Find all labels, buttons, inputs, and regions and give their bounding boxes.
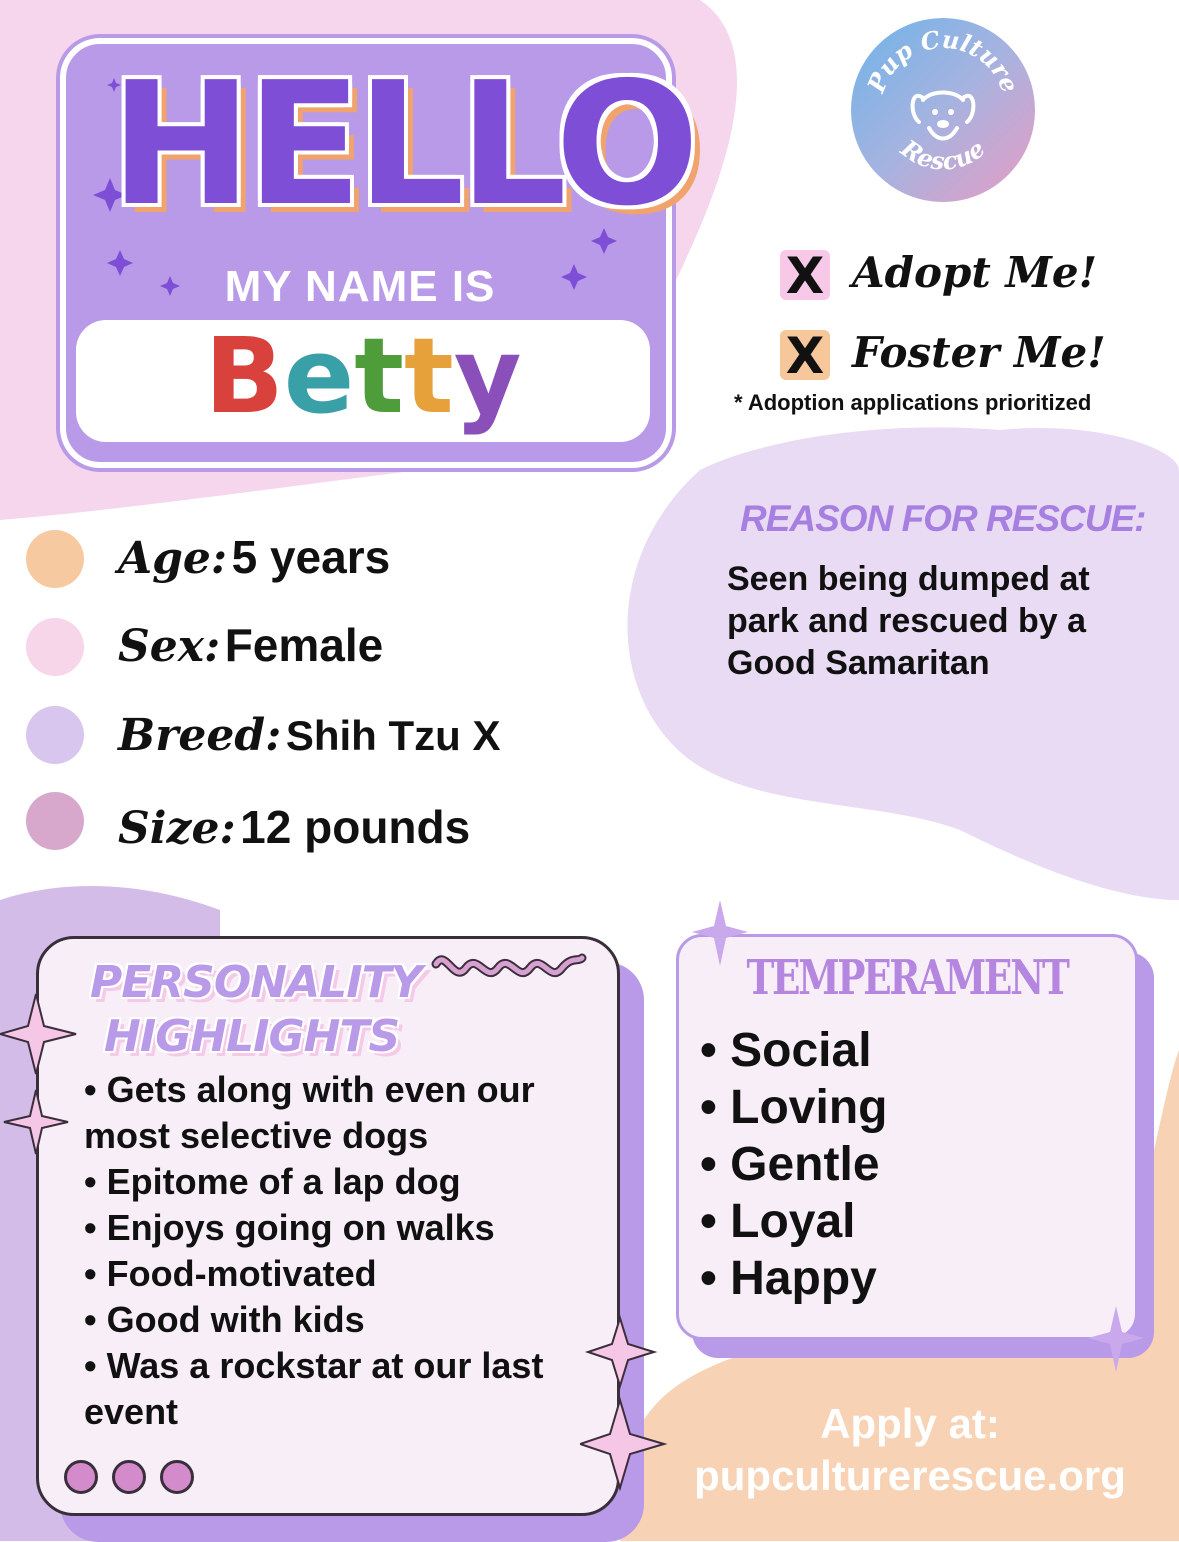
apply-url-link[interactable]: pupculturerescue.org — [694, 1452, 1126, 1499]
fact-breed-label: Breed: — [118, 710, 282, 761]
list-item: • Happy — [700, 1252, 877, 1305]
fact-age-label: Age: — [118, 533, 228, 584]
list-item: • Loyal — [700, 1195, 856, 1248]
logo-text-bottom: Rescue — [895, 133, 991, 176]
temperament-list — [700, 1022, 887, 1307]
my-name-is-label: MY NAME IS — [224, 262, 496, 311]
foster-me-label: Foster Me! — [852, 328, 1106, 377]
logo-text-top: Pup Culture — [861, 24, 1025, 97]
adopt-checkbox[interactable]: X — [780, 250, 830, 300]
decor-circle-1 — [64, 1460, 98, 1494]
sparkle-icon — [1086, 1304, 1146, 1374]
list-item: • Enjoys going on walks — [84, 1207, 495, 1248]
temperament-title: TEMPERAMENT — [746, 950, 1068, 1006]
adopt-me-label: Adopt Me! — [852, 248, 1098, 297]
personality-title — [90, 956, 421, 1064]
reason-heading: REASON FOR RESCUE: — [740, 498, 1146, 539]
sparkle-icon — [0, 990, 80, 1170]
list-item: • Gets along with even our most selective dogs — [84, 1069, 535, 1156]
list-item: • Loving — [700, 1081, 888, 1134]
hello-heading: HELLO — [110, 46, 694, 244]
adoption-priority-note: * Adoption applications prioritized — [734, 390, 1092, 415]
fact-breed — [118, 710, 500, 761]
fact-dot-breed — [26, 706, 84, 764]
fact-sex-label: Sex: — [118, 621, 221, 672]
fact-age-value: 5 years — [231, 531, 391, 583]
apply-info — [640, 1398, 1179, 1502]
foster-checkbox[interactable]: X — [780, 330, 830, 380]
fact-breed-value: Shih Tzu X — [285, 712, 501, 759]
list-item: • Was a rockstar at our last event — [84, 1345, 544, 1432]
dog-face-icon — [913, 93, 974, 139]
personality-title-line2: HIGHLIGHTS — [104, 1011, 400, 1062]
list-item: • Social — [700, 1024, 872, 1077]
list-item: • Good with kids — [84, 1299, 365, 1340]
svg-text:Pup Culture — [861, 25, 1025, 98]
pup-culture-rescue-logo — [851, 18, 1035, 202]
fact-size-value: 12 pounds — [240, 801, 471, 853]
personality-list — [84, 1067, 584, 1435]
list-item: • Gentle — [700, 1138, 880, 1191]
decor-circle-2 — [112, 1460, 146, 1494]
apply-label: Apply at: — [820, 1400, 1000, 1447]
fact-dot-age — [26, 530, 84, 588]
fact-size-label: Size: — [118, 803, 236, 854]
fact-dot-size — [26, 792, 84, 850]
fact-dot-sex — [26, 618, 84, 676]
list-item: • Food-motivated — [84, 1253, 377, 1294]
reason-text: Seen being dumped at park and rescued by a Good Samaritan — [727, 560, 1090, 682]
squiggle-icon — [430, 950, 590, 990]
list-item: • Epitome of a lap dog — [84, 1161, 461, 1202]
sparkle-icon — [690, 898, 750, 968]
logo-badge — [851, 18, 1035, 202]
personality-title-line1: PERSONALITY — [90, 957, 422, 1008]
fact-sex — [118, 618, 383, 672]
decor-circle-3 — [160, 1460, 194, 1494]
fact-age — [118, 530, 390, 584]
dog-name: Betty — [204, 315, 522, 437]
fact-size — [118, 800, 470, 854]
fact-sex-value: Female — [224, 619, 384, 671]
